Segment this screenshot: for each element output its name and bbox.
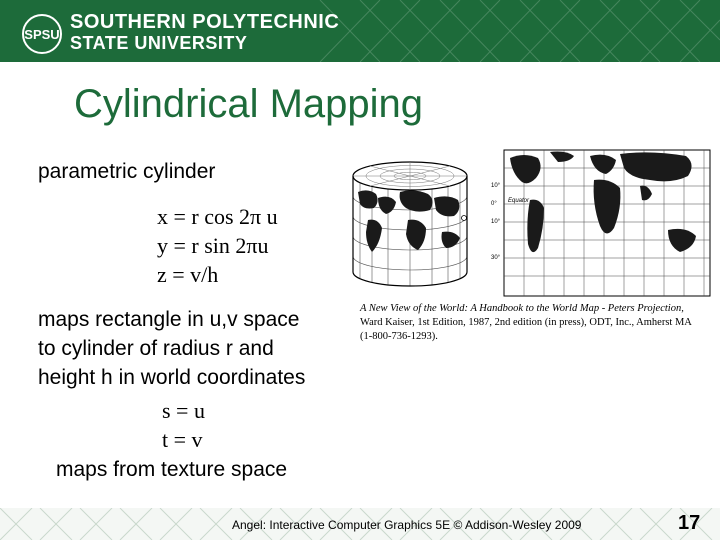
subtitle: parametric cylinder <box>38 160 216 183</box>
description-line-1: maps rectangle in u,v space <box>38 308 300 331</box>
equation-z: z = v/h <box>157 262 219 287</box>
caption-title: A New View of the World: A Handbook to the World Map - Peters Projection, <box>360 303 684 314</box>
equator-label: Equator <box>508 198 530 204</box>
equation-y: y = r sin 2πu <box>157 233 269 258</box>
university-name-line2: STATE UNIVERSITY <box>70 33 248 53</box>
lat-label-0: 0° <box>491 201 497 207</box>
lat-label-30s: 30° <box>491 255 501 261</box>
world-map-figure-icon <box>490 148 712 298</box>
mapping-equation-t: t = v <box>162 427 203 452</box>
page-number: 17 <box>678 512 701 534</box>
logo-text: SPSU <box>24 27 60 42</box>
cylinder-figure-icon <box>350 158 470 290</box>
footer-credit: Angel: Interactive Computer Graphics 5E © Addison-Wesley 2009 <box>232 518 582 532</box>
mapping-note: maps from texture space <box>56 458 288 481</box>
figure-caption <box>360 302 705 344</box>
slide-title: Cylindrical Mapping <box>74 82 424 126</box>
university-name-line1: SOUTHERN POLYTECHNIC <box>70 11 340 33</box>
mapping-equation-s: s = u <box>162 398 205 423</box>
caption-details: Ward Kaiser, 1st Edition, 1987, 2nd edition (in press), ODT, Inc., Amherst MA (1-800-736-1293). <box>360 317 692 342</box>
spsu-logo-icon <box>22 14 62 54</box>
lat-label-10n: 10° <box>491 183 501 189</box>
description-line-3: height h in world coordinates <box>38 366 306 389</box>
equation-x: x = r cos 2π u <box>157 204 278 229</box>
header-banner <box>0 0 720 62</box>
lat-label-10s: 10° <box>491 219 501 225</box>
description-line-2: to cylinder of radius r and <box>38 337 274 360</box>
